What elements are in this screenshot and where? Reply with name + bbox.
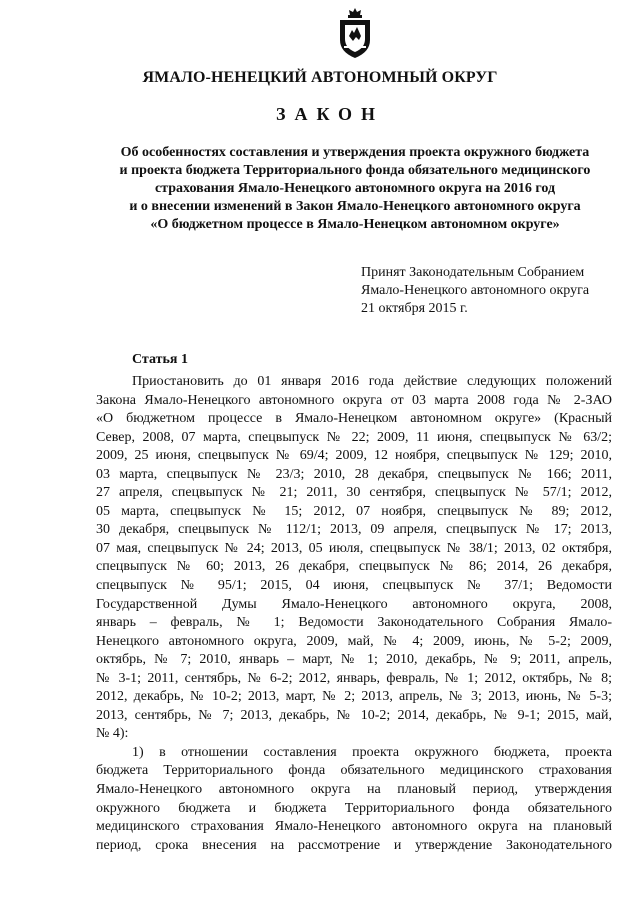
body-line: медицинского страхования Ямало-Ненецкого автономного округа на плановый — [96, 819, 612, 835]
article-heading: Статья 1 — [132, 352, 188, 367]
adoption-note — [361, 264, 621, 318]
body-line: окружного бюджета и бюджета Территориального фонда обязательного — [96, 800, 612, 816]
title-line: и о внесении изменений в Закон Ямало-Ненецкого автономного округа — [129, 199, 581, 214]
law-title — [95, 144, 615, 234]
body-line: Государственной Думы Ямало-Ненецкого автономного округа, 2008, — [96, 596, 612, 612]
region-heading: ЯМАЛО-НЕНЕЦКИЙ АВТОНОМНЫЙ ОКРУГ — [142, 69, 498, 86]
title-line: «О бюджетном процессе в Ямало-Ненецком автономном округе» — [150, 217, 560, 232]
body-line: Ямало-Ненецкого автономного округа на плановый период, утверждения — [96, 782, 612, 798]
body-line: Закона Ямало-Ненецкого автономного округа от 03 марта 2008 года № 2-ЗАО — [96, 392, 612, 408]
body-line: № 4): — [96, 726, 129, 742]
body-line: 03 марта, спецвыпуск № 23/3; 2010, 28 декабря, спецвыпуск № 166; 2011, — [96, 466, 612, 482]
title-line: и проекта бюджета Территориального фонда обязательного медицинского — [119, 163, 591, 178]
body-line: Север, 2008, 07 марта, спецвыпуск № 22; 2009, 11 июня, спецвыпуск № 63/2; — [96, 429, 612, 445]
body-line: 2012, декабрь, № 10-2; 2013, март, № 2; 2013, апрель, № 3; 2013, июнь, № 5-3; — [96, 689, 612, 705]
title-line: Об особенностях составления и утверждения проекта окружного бюджета — [120, 145, 590, 160]
body-line: 30 декабря, спецвыпуск № 112/1; 2013, 09 апреля, спецвыпуск № 17; 2013, — [96, 522, 612, 538]
body-line: Приостановить до 01 января 2016 года действие следующих положений — [132, 374, 612, 389]
body-line: бюджета Территориального фонда обязательного медицинского страхования — [96, 763, 612, 779]
body-line: 1) в отношении составления проекта окружного бюджета, проекта — [132, 744, 612, 760]
article-body — [96, 373, 612, 855]
body-line: 27 апреля, спецвыпуск № 21; 2011, 30 сентября, спецвыпуск № 57/1; 2012, — [96, 485, 612, 501]
body-line: октябрь, № 7; 2010, январь – март, № 1; 2010, декабрь, № 9; 2011, апрель, — [96, 652, 612, 668]
body-line: 05 марта, спецвыпуск № 15; 2012, 07 ноября, спецвыпуск № 89; 2012, — [96, 503, 612, 519]
body-line: период, срока внесения на рассмотрение и утверждение Законодательного — [96, 837, 612, 853]
body-line: 2009, 25 июня, спецвыпуск № 69/4; 2009, 12 ноября, спецвыпуск № 129; 2010, — [96, 448, 612, 464]
coat-of-arms-emblem — [336, 6, 374, 60]
document-type-heading: ЗАКОН — [275, 104, 385, 124]
adoption-line: 21 октября 2015 г. — [361, 301, 468, 316]
title-line: страхования Ямало-Ненецкого автономного округа на 2016 год — [154, 181, 556, 196]
body-line: «О бюджетном процессе в Ямало-Ненецком автономном округе» (Красный — [96, 411, 612, 427]
body-line: Ненецкого автономного округа, 2009, май, № 4; 2009, июнь, № 5-2; 2009, — [96, 633, 612, 649]
body-line: № 3-1; 2011, сентябрь, № 6-2; 2012, январь, февраль, № 1; 2012, октябрь, № 8; — [96, 670, 612, 686]
adoption-line: Принят Законодательным Собранием — [361, 265, 585, 280]
body-line: спецвыпуск № 95/1; 2015, 04 июня, спецвыпуск № 37/1; Ведомости — [96, 578, 612, 594]
body-line: спецвыпуск № 60; 2013, 26 декабря, спецвыпуск № 86; 2014, 26 декабря, — [96, 559, 612, 575]
body-line: январь – февраль, № 1; Ведомости Законодательного Собрания Ямало- — [96, 615, 612, 631]
adoption-line: Ямало-Ненецкого автономного округа — [361, 283, 590, 298]
body-line: 2013, сентябрь, № 7; 2013, декабрь, № 10-2; 2014, декабрь, № 9-1; 2015, май, — [96, 707, 612, 723]
body-line: 07 мая, спецвыпуск № 24; 2013, 05 июля, спецвыпуск № 38/1; 2013, 02 октября, — [96, 540, 612, 556]
